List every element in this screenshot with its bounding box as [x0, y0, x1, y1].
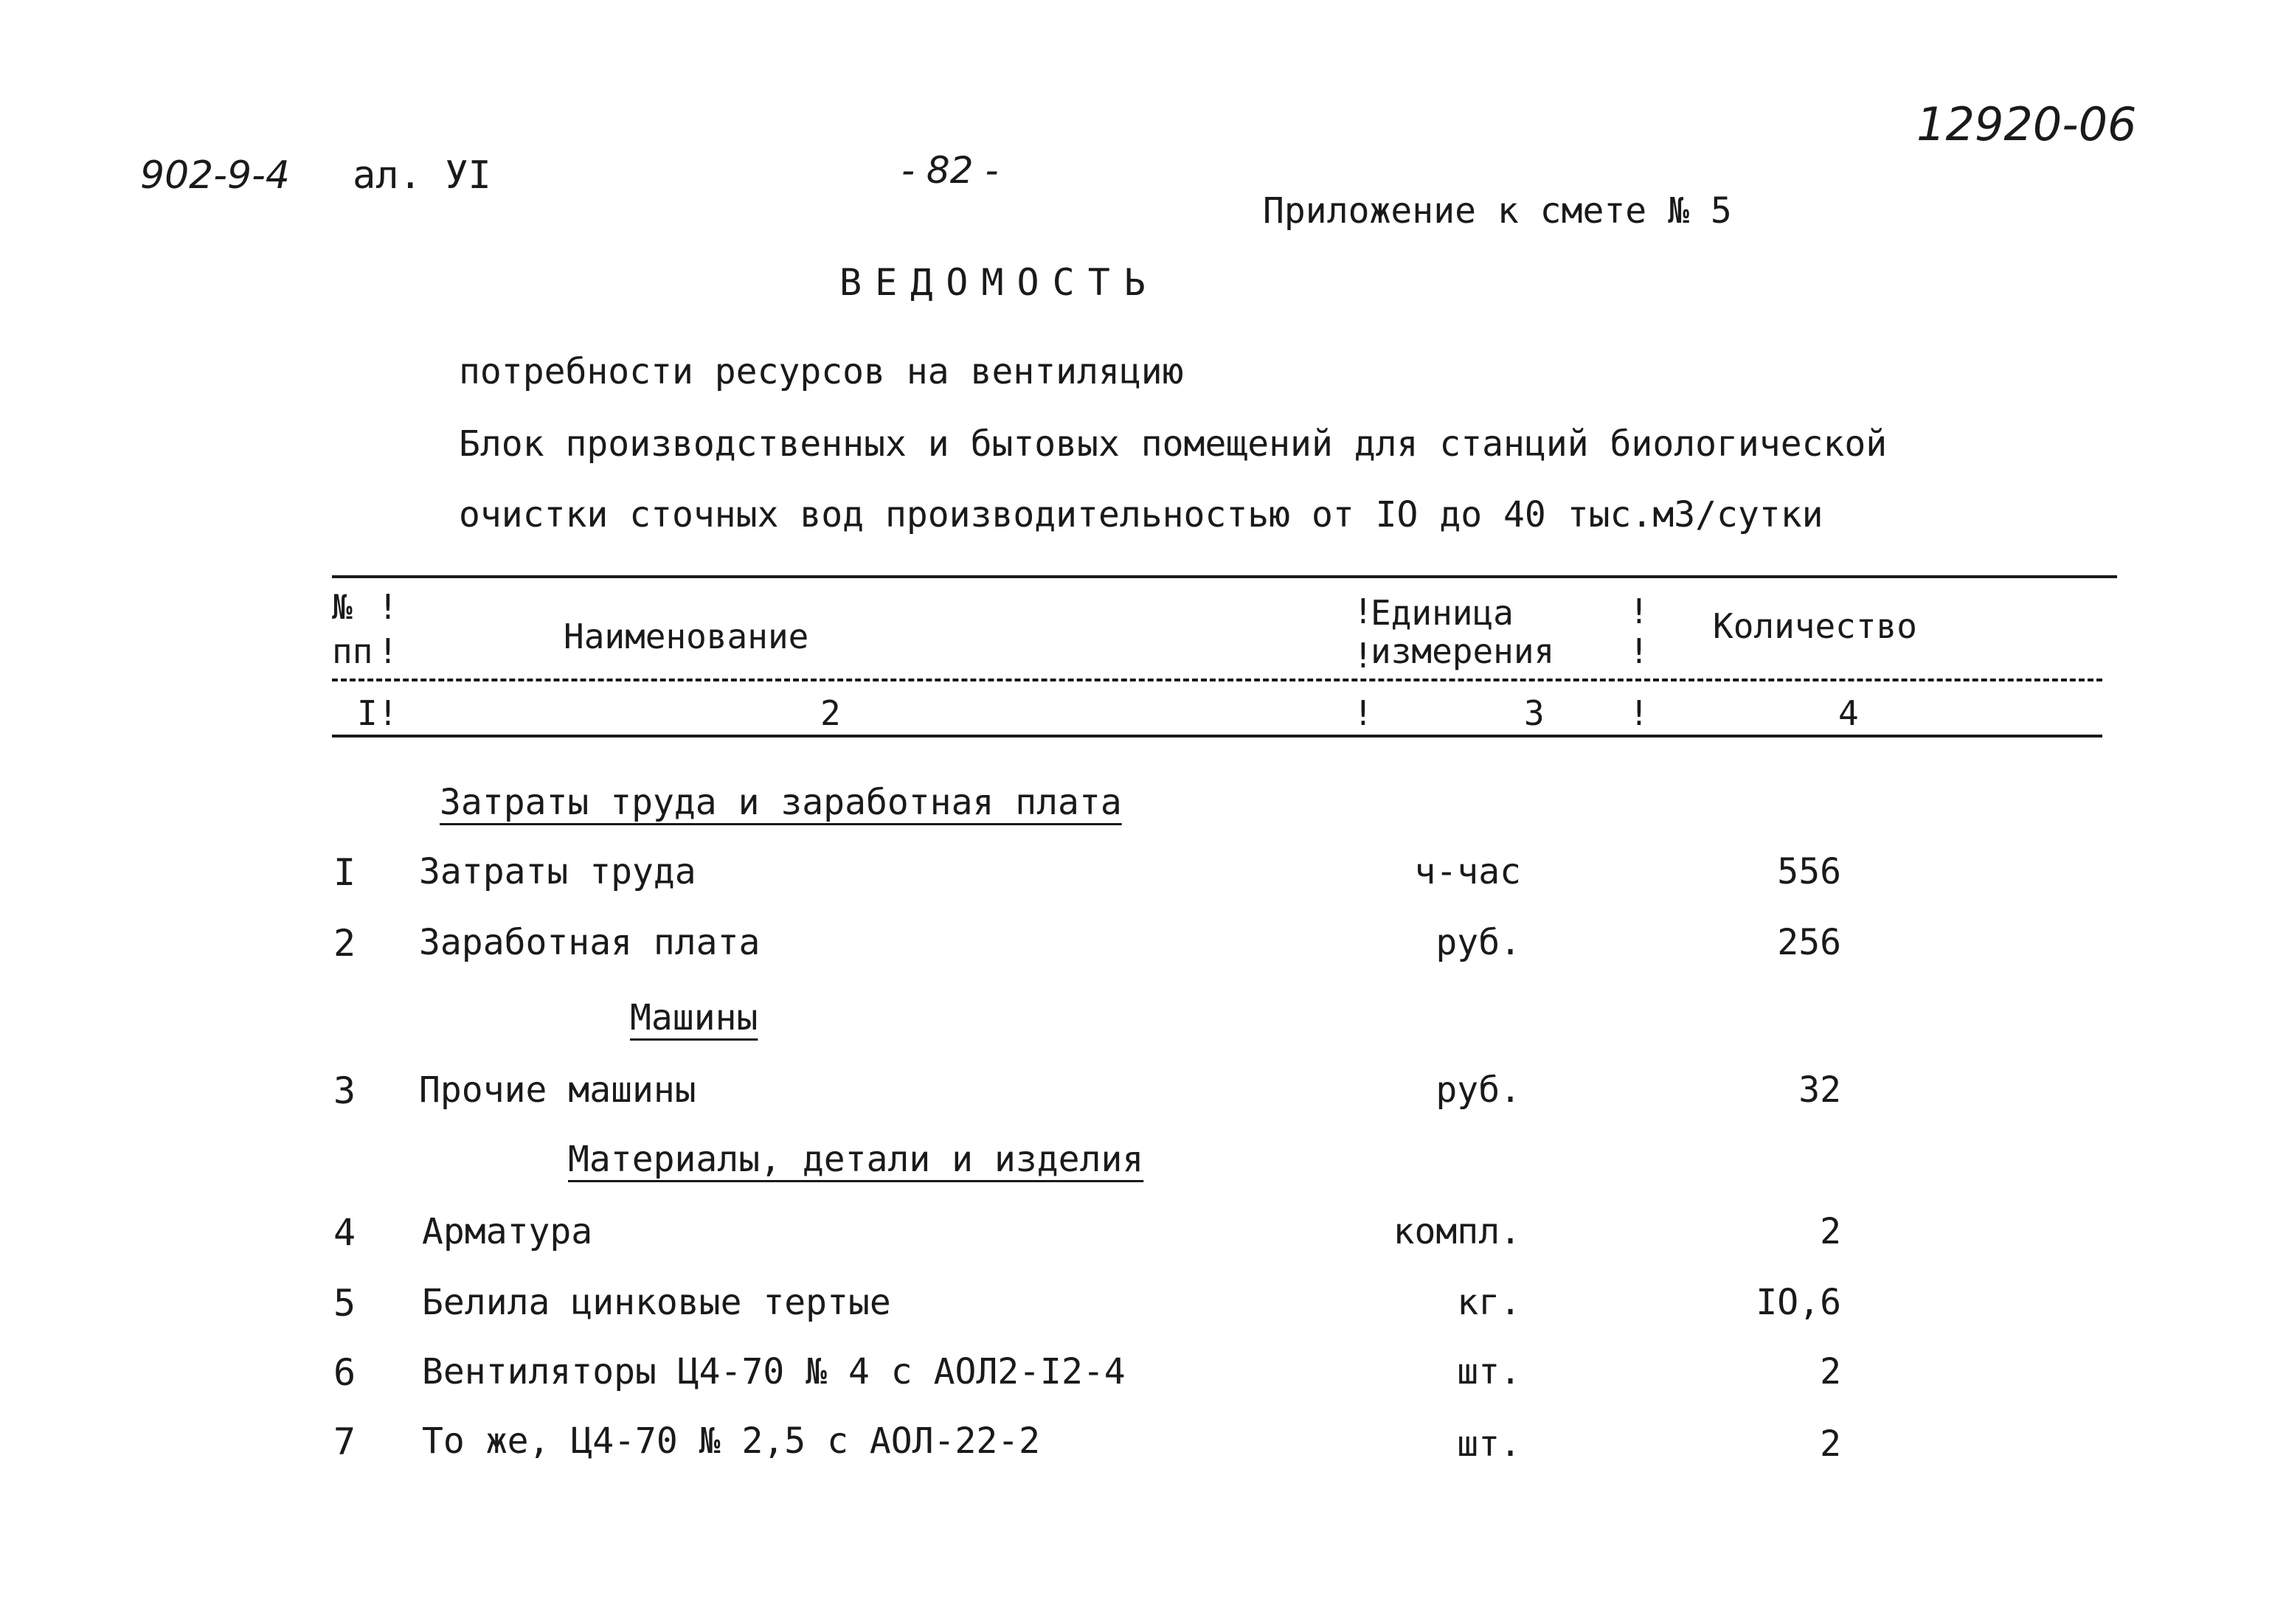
- page-number: - 82 -: [901, 149, 999, 192]
- row-number: 6: [333, 1351, 356, 1394]
- header-col-unit: Единица: [1371, 593, 1514, 633]
- header-separator: !: [378, 631, 398, 671]
- document-title: ВЕДОМОСТЬ: [839, 261, 1159, 304]
- row-unit: шт.: [1457, 1351, 1521, 1392]
- row-quantity: 2: [1820, 1211, 1841, 1252]
- row-name: Белила цинковые тертые: [422, 1282, 891, 1323]
- row-unit: шт.: [1457, 1423, 1521, 1465]
- row-number: 7: [333, 1420, 356, 1463]
- row-quantity: 2: [1820, 1351, 1841, 1392]
- header-col-name: Наименование: [564, 617, 809, 656]
- header-separator: !: [1629, 591, 1649, 631]
- row-number: 5: [333, 1282, 356, 1325]
- header-col-qty: Количество: [1713, 606, 1917, 646]
- header-separator: !: [1353, 636, 1374, 676]
- section-labor: Затраты труда и заработная плата: [440, 782, 1122, 823]
- row-unit: руб.: [1435, 1069, 1521, 1111]
- inventory-stamp: 12920-06: [1916, 97, 2137, 151]
- row-unit: кг.: [1457, 1282, 1521, 1323]
- row-unit: компл.: [1393, 1211, 1521, 1252]
- row-unit: руб.: [1435, 922, 1521, 963]
- subtitle-line-1: потребности ресурсов на вентиляцию: [459, 351, 1184, 392]
- subtitle-line-3: очистки сточных вод производительностью от IO до 40 тыс.м3/сутки: [459, 494, 1823, 535]
- header-col-no-line2: пп: [332, 631, 373, 671]
- col-number-1: I: [357, 693, 378, 733]
- col-number-2: 2: [820, 693, 841, 733]
- header-separator: !: [378, 587, 398, 627]
- section-materials: Материалы, детали и изделия: [568, 1139, 1144, 1180]
- row-name: Арматура: [422, 1211, 593, 1252]
- row-number: 2: [333, 922, 356, 965]
- table-top-rule: [332, 575, 2117, 578]
- row-unit: ч-час: [1414, 851, 1521, 892]
- row-quantity: 32: [1798, 1069, 1841, 1111]
- col-number-separator: !: [378, 693, 398, 733]
- appendix-note: Приложение к смете № 5: [1263, 190, 1732, 232]
- row-name: Вентиляторы Ц4-70 № 4 с АОЛ2-I2-4: [422, 1351, 1126, 1392]
- row-number: 3: [333, 1069, 356, 1112]
- row-number: 4: [333, 1211, 356, 1254]
- row-name: Прочие машины: [419, 1069, 696, 1111]
- row-quantity: IO,6: [1756, 1282, 1841, 1323]
- col-number-3: 3: [1524, 693, 1545, 733]
- subtitle-line-2: Блок производственных и бытовых помещений для станций биологической: [459, 423, 1888, 465]
- row-name: Затраты труда: [419, 851, 696, 892]
- row-name: Заработная плата: [419, 922, 761, 963]
- col-number-separator: !: [1629, 693, 1649, 733]
- header-separator: !: [1353, 591, 1374, 631]
- document-code: 902-9-4: [140, 153, 290, 198]
- header-col-no: №: [332, 587, 353, 627]
- row-number: I: [333, 851, 356, 894]
- col-number-separator: !: [1353, 693, 1374, 733]
- row-quantity: 2: [1820, 1423, 1841, 1465]
- album-number: ал. УI: [353, 153, 491, 198]
- header-col-unit-line2: измерения: [1371, 631, 1555, 671]
- table-numbering-rule: [332, 735, 2102, 738]
- row-quantity: 556: [1777, 851, 1841, 892]
- row-quantity: 256: [1777, 922, 1841, 963]
- table-header-rule: [332, 679, 2102, 681]
- col-number-4: 4: [1838, 693, 1859, 733]
- row-name: То же, Ц4-70 № 2,5 с АОЛ-22-2: [422, 1420, 1041, 1462]
- header-separator: !: [1629, 631, 1649, 671]
- section-machines: Машины: [630, 997, 758, 1038]
